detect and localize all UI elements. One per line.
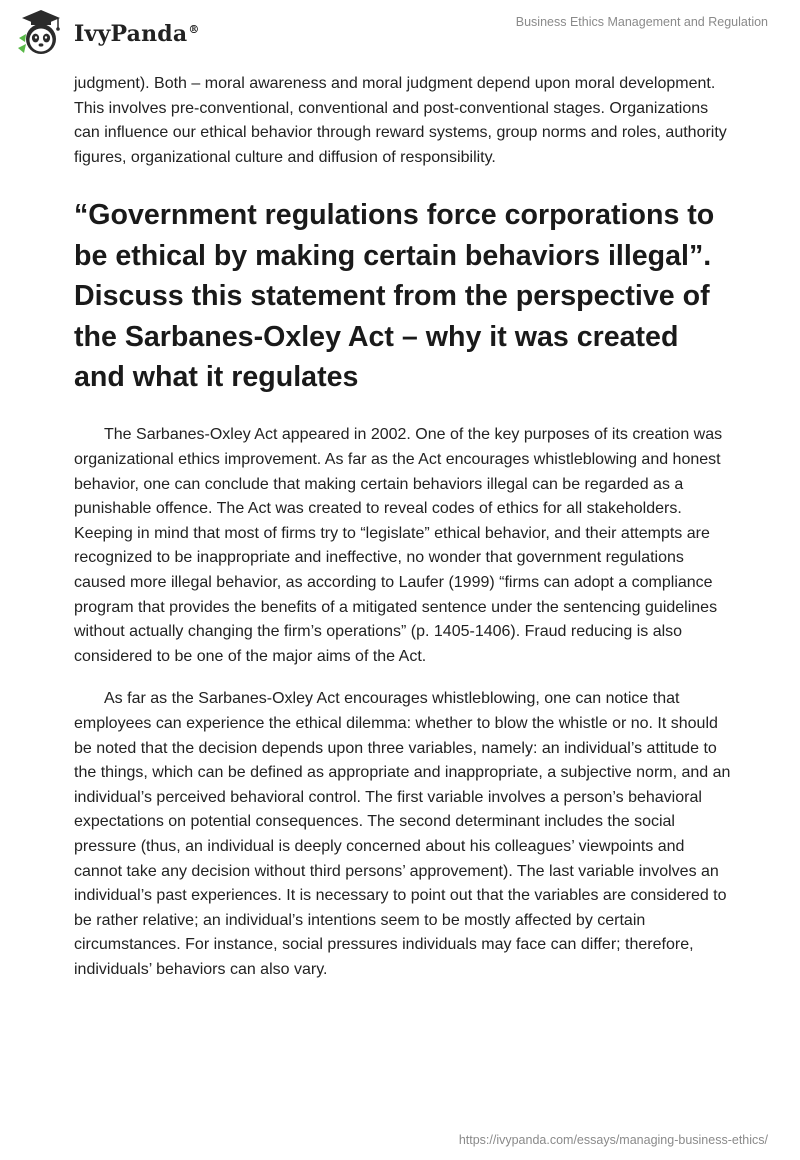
brand-logo[interactable] [14, 8, 200, 58]
intro-paragraph: judgment). Both – moral awareness and moral judgment depend upon moral development. This involves pre-conventional, conventional and post-conventional stages. Organizations can influence our ethical behavior through reward systems, group norms and roles, authority figures, organizational culture and diffusion of responsibility. [74, 75, 727, 166]
source-url[interactable]: https://ivypanda.com/essays/managing-business-ethics/ [458, 1133, 768, 1147]
page-header [0, 0, 800, 64]
brand-name: IvyPanda® [74, 21, 200, 47]
section-heading: “Government regulations force corporations to be ethical by making certain behaviors illegal”. Discuss this statement from the perspective of the Sarbanes-Oxley Act – why it was created and what it regulates [74, 199, 715, 393]
panda-logo-icon [14, 8, 68, 58]
body-paragraph-2: As far as the Sarbanes-Oxley Act encourages whistleblowing, one can notice that employees can experience the ethical dilemma: whether to blow the whistle or no. It should be noted that the decision depends upon three variables, namely: an individual’s attitude to the things, which can be defined as appropriate and inappropriate, a subjective norm, and an individual’s perceived behavioral control. The first variable involves a person’s behavioral expectations on potential consequences. The second determinant includes the social pressure (thus, an individual is deeply concerned about his colleagues’ viewpoints and cannot take any decision without third persons’ approvement). The last variable involves an individual’s past experiences. It is necessary to point out that the variables are considered to be rather relative; an individual’s intentions seem to be mostly affected by certain circumstances. For instance, social pressures individuals may face can differ; therefore, individuals’ behaviors can also vary. [74, 690, 731, 978]
running-title: Business Ethics Management and Regulation [515, 15, 768, 29]
body-paragraph-1: The Sarbanes-Oxley Act appeared in 2002. One of the key purposes of its creation was organizational ethics improvement. As far as the Act encourages whistleblowing and honest behavior, one can conclude that making certain behaviors illegal can be regarded as a punishable offence. The Act was created to reveal codes of ethics for all stakeholders. Keeping in mind that most of firms try to “legislate” ethical behavior, and their attempts are recognized to be inappropriate and ineffective, no wonder that government regulations caused more illegal behavior, as according to Laufer (1999) “firms can adopt a compliance program that provides the benefits of a mitigated sentence under the sentencing guidelines without actually changing the firm’s operations” (p. 1405-1406). Fraud reducing is also considered to be one of the major aims of the Act. [74, 426, 723, 665]
paragraph-spacer [74, 669, 734, 687]
document-body [74, 72, 734, 982]
